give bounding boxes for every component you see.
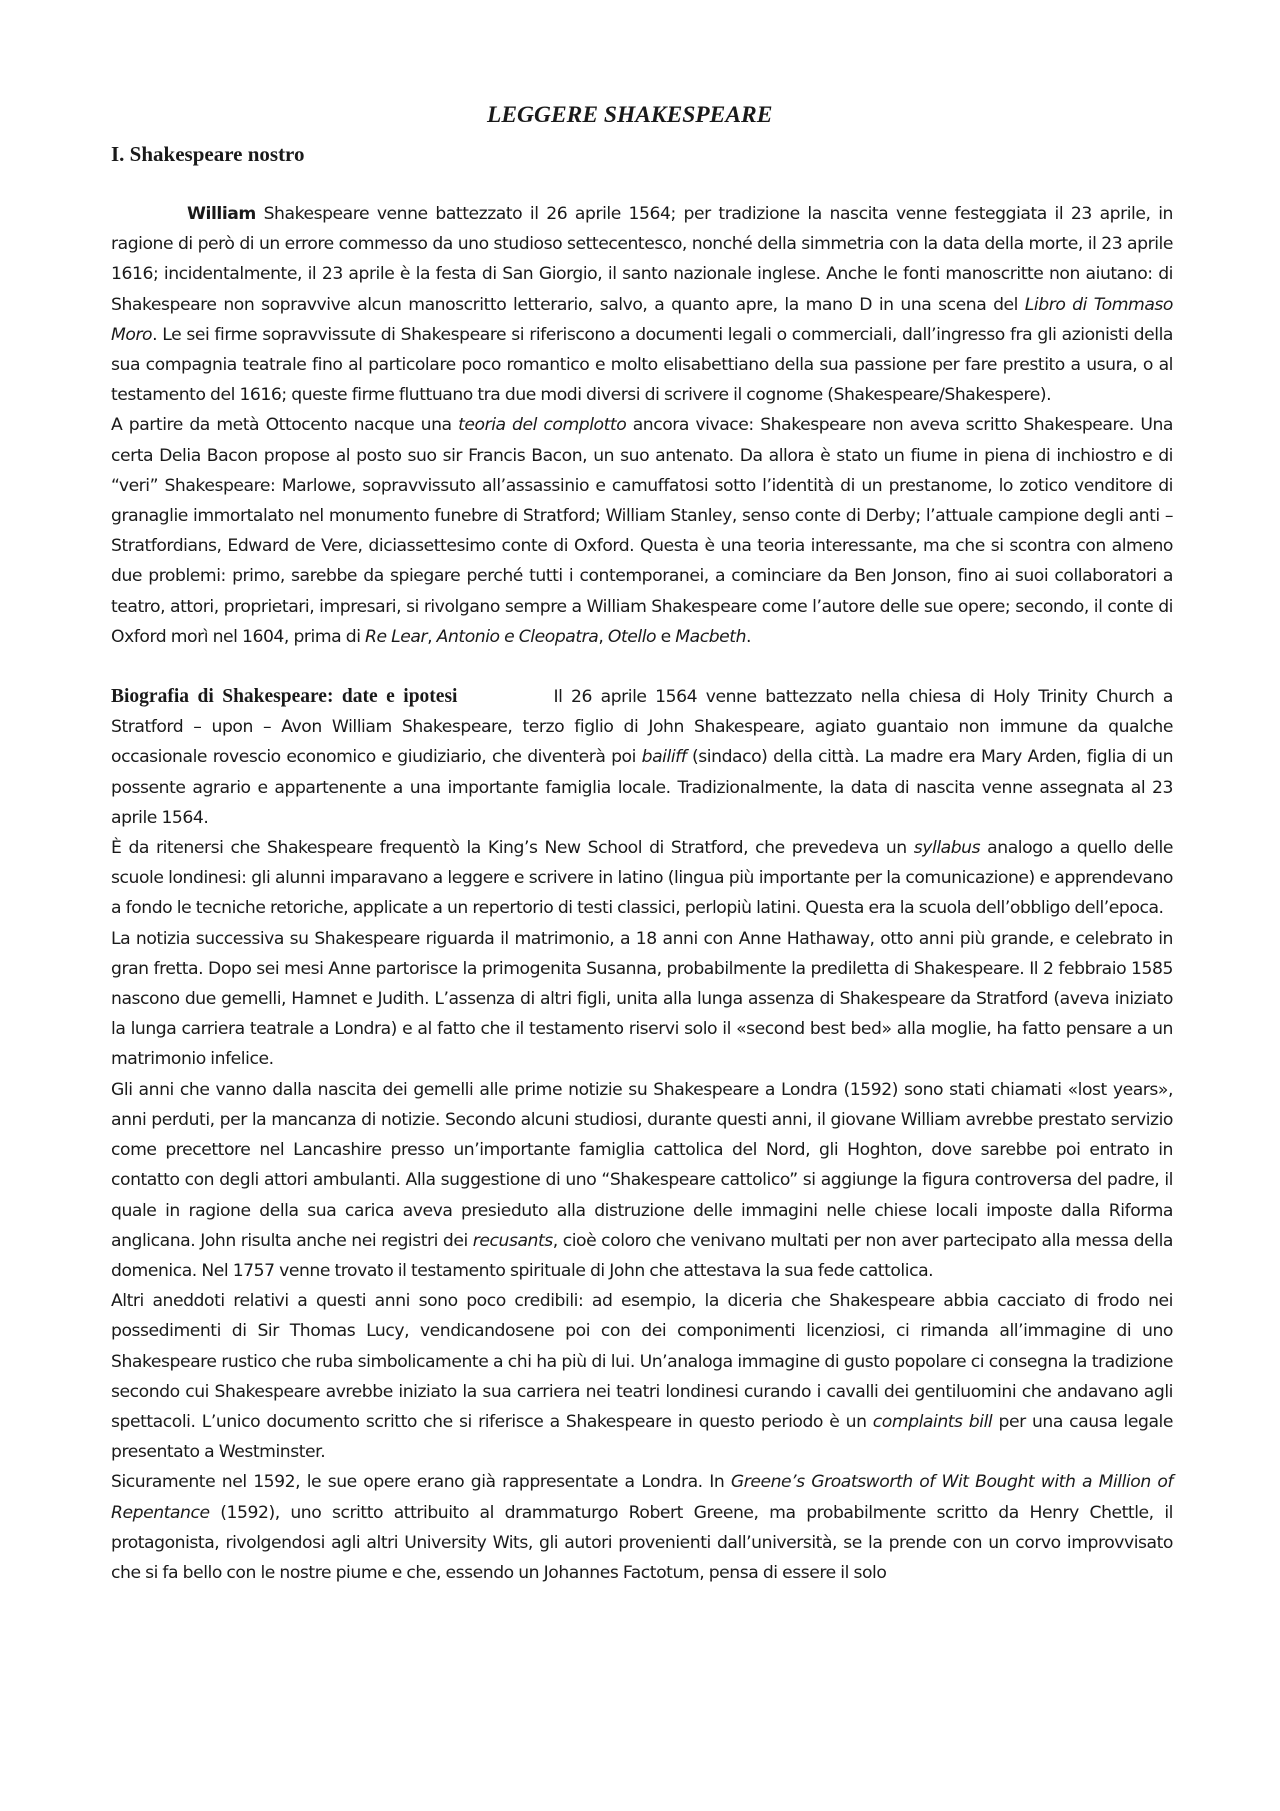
paragraph-3-text: (sindaco) della città. La madre era Mary Arden, figlia di un possente agrario e appartenente a una importante famiglia locale. Tradizionalmente, la data di nascita venne assegnata al 23 aprile 1564. (111, 747, 1174, 828)
paragraph-2-text: e (656, 626, 676, 647)
biography-subheading: Biografia di Shakespeare: date e ipotesi (111, 686, 458, 708)
paragraph-4 (111, 833, 1173, 924)
paragraph-2-text: A partire da metà Ottocento nacque una (111, 415, 459, 436)
section-title: I. Shakespeare nostro (111, 142, 305, 166)
paragraph-8 (111, 1467, 1173, 1588)
paragraph-2-text: . (746, 626, 752, 647)
paragraph-1 (111, 199, 1173, 410)
paragraph-2-italic: teoria del complotto (458, 415, 627, 436)
paragraph-8-text: (1592), uno scritto attribuito al drammaturgo Robert Greene, ma probabilmente scritto da Henry Chettle, il protagonista, rivolgendosi agli altri University Wits, gli autori provenienti dall’università, se la prende con un corvo improvvisato che si fa bello con le nostre piume e che, essendo un Johannes Factotum, pensa di essere il solo (111, 1502, 1173, 1583)
paragraph-8-italic: Greene’s Groatsworth of Wit Bought with a Million of Repentance (111, 1472, 1173, 1523)
paragraph-gap (111, 652, 1173, 682)
paragraph-4-italic: syllabus (913, 838, 981, 859)
paragraph-7-text: per una causa legale presentato a Westminster. (111, 1411, 1173, 1463)
paragraph-2-text: , (598, 626, 608, 647)
paragraph-2-text: , (427, 626, 437, 647)
paragraph-5-text: La notizia successiva su Shakespeare riguarda il matrimonio, a 18 anni con Anne Hathaway, otto anni più grande, e celebrato in gran fretta. Dopo sei mesi Anne partorisce la primogenita Susanna, probabilmente la prediletta di Shakespeare. Il 2 febbraio 1585 nascono due gemelli, Hamnet e Judith. L’assenza di altri figli, unita alla lunga assenza di Shakespeare da Stratford (aveva iniziato la lunga carriera teatrale a Londra) e al fatto che il testamento riservi solo il «second best bed» alla moglie, ha fatto pensare a un matrimonio infelice. (111, 928, 1173, 1070)
document-body (111, 199, 1173, 1588)
paragraph-5 (111, 924, 1173, 1075)
paragraph-6-text: Gli anni che vanno dalla nascita dei gemelli alle prime notizie su Shakespeare a Londra (1592) sono stati chiamati «lost years», anni perduti, per la mancanza di notizie. Secondo alcuni studiosi, durante questi anni, il giovane William avrebbe prestato servizio come precettore nel Lancashire presso un’importante famiglia cattolica del Nord, gli Hoghton, dove sarebbe poi entrato in contatto con degli attori ambulanti. Alla suggestione di uno “Shakespeare cattolico” si aggiunge la figura controversa del padre, il quale in ragione della sua carica aveva presieduto alla distruzione delle immagini nelle chiese locali imposte dalla Riforma anglicana. John risulta anche nei registri dei (111, 1079, 1173, 1251)
paragraph-1-text: . Le sei firme sopravvissute di Shakespeare si riferiscono a documenti legali o commerciali, dall’ingresso fra gli azionisti della sua compagnia teatrale fino al particolare poco romantico e molto elisabettiano della sua passione per fare prestito a usura, o al testamento del 1616; queste firme fluttuano tra due modi diversi di scrivere il cognome (Shakespeare/Shakespere). (111, 324, 1173, 406)
paragraph-6 (111, 1075, 1173, 1286)
paragraph-2-italic: Otello (607, 626, 657, 647)
paragraph-7-italic: complaints bill (872, 1411, 993, 1432)
paragraph-6-italic: recusants (472, 1230, 553, 1251)
paragraph-6-text: , cioè coloro che venivano multati per non aver partecipato alla messa della domenica. Nel 1757 venne trovato il testamento spirituale di John che attestava la sua fede cattolica. (111, 1230, 1173, 1281)
paragraph-7-text: Altri aneddoti relativi a questi anni sono poco credibili: ad esempio, la diceria che Shakespeare abbia cacciato di frodo nei possedimenti di Sir Thomas Lucy, vendicandosene poi con dei componimenti licenziosi, ci rimanda all’immagine di uno Shakespeare rustico che ruba simbolicamente a chi ha più di lui. Un’analoga immagine di gusto popolare ci consegna la tradizione secondo cui Shakespeare avrebbe iniziato la sua carriera nei teatri londinesi curando i cavalli dei gentiluomini che andavano agli spettacoli. L’unico documento scritto che si riferisce a Shakespeare in questo periodo è un (111, 1291, 1173, 1432)
paragraph-7 (111, 1286, 1173, 1467)
paragraph-4-text: analogo a quello delle scuole londinesi: gli alunni imparavano a leggere e scrivere in latino (lingua più importante per la comunicazione) e apprendevano a fondo le tecniche retoriche, applicate a un repertorio di testi classici, perlopiù latini. Questa era la scuola dell’obbligo dell’epoca. (111, 838, 1174, 919)
paragraph-2-italic: Antonio e Cleopatra (436, 626, 599, 647)
paragraph-2 (111, 410, 1173, 652)
paragraph-1-italic: Libro di Tommaso Moro (111, 294, 1173, 345)
paragraph-3 (111, 682, 1173, 833)
paragraph-3-italic: bailiff (641, 747, 687, 768)
paragraph-4-text: È da ritenersi che Shakespeare frequentò la King’s New School di Stratford, che prevedeva un (111, 838, 914, 859)
paragraph-8-text: Sicuramente nel 1592, le sue opere erano già rappresentate a Londra. In (111, 1472, 731, 1493)
paragraph-2-italic: Re Lear (365, 626, 428, 647)
document-title: LEGGERE SHAKESPEARE (487, 102, 773, 128)
paragraph-2-text: ancora vivace: Shakespeare non aveva scritto Shakespeare. Una certa Delia Bacon propose al posto suo sir Francis Bacon, un suo antenato. Da allora è stato un fiume in piena di inchiostro e di “veri” Shakespeare: Marlowe, sopravvissuto all’assassinio e camuffatosi sotto l’identità di un prestanome, lo zotico venditore di granaglie immortalato nel monumento funebre di Stratford; William Stanley, senso conte di Derby; l’attuale campione degli anti – Stratfordians, Edward de Vere, diciassettesimo conte di Oxford. Questa è una teoria interessante, ma che si scontra con almeno due problemi: primo, sarebbe da spiegare perché tutti i contemporanei, a cominciare da Ben Jonson, fino ai suoi collaboratori a teatro, attori, proprietari, impresari, si rivolgano sempre a William Shakespeare come l’autore delle sue opere; secondo, il conte di Oxford morì nel 1604, prima di (111, 415, 1173, 647)
paragraph-3-text: Il 26 aprile 1564 venne battezzato nella chiesa di Holy Trinity Church a Stratford – upon – Avon William Shakespeare, terzo figlio di John Shakespeare, agiato guantaio non immune da qualche occasionale rovescio economico e giudiziario, che diventerà poi (111, 687, 1173, 768)
paragraph-2-italic: Macbeth (675, 626, 747, 647)
paragraph-1-lead: William (187, 204, 256, 224)
paragraph-1-text: Shakespeare venne battezzato il 26 aprile 1564; per tradizione la nascita venne festeggiata il 23 aprile, in ragione di però di un errore commesso da uno studioso settecentesco, nonché della simmetria con la data della morte, il 23 aprile 1616; incidentalmente, il 23 aprile è la festa di San Giorgio, il santo nazionale inglese. Anche le fonti manoscritte non aiutano: di Shakespeare non sopravvive alcun manoscritto letterario, salvo, a quanto apre, la mano D in una scena del (111, 204, 1173, 315)
